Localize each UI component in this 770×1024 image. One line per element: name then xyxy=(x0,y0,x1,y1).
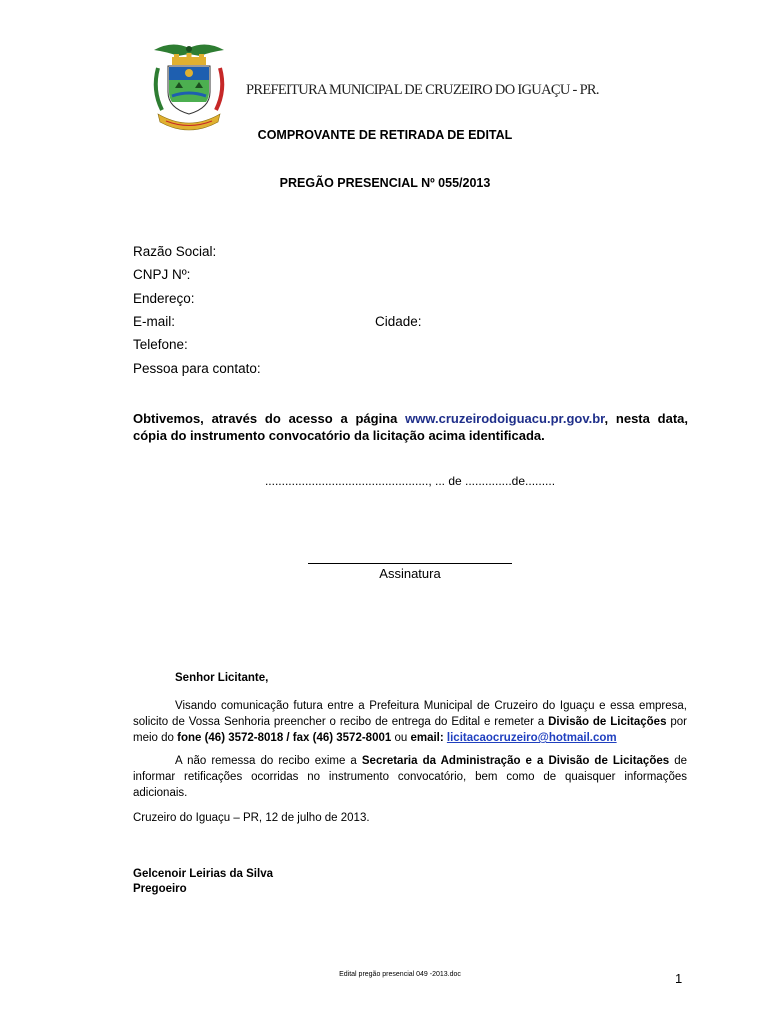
email-link[interactable]: licitacaocruzeiro@hotmail.com xyxy=(446,732,617,744)
footer-filename: Edital pregão presencial 049 -2013.doc xyxy=(339,971,461,978)
document-subtitle: PREGÃO PRESENCIAL Nº 055/2013 xyxy=(279,176,491,190)
letter-paragraph-1 xyxy=(133,698,687,746)
notice-text-2: , nesta data, cópia do instrumento convocatório da licitação acima identificada. xyxy=(133,411,688,443)
document-title: COMPROVANTE DE RETIRADA DE EDITAL xyxy=(257,128,513,142)
signature-label: Assinatura xyxy=(379,566,441,581)
municipal-crest xyxy=(148,40,230,132)
signature-line xyxy=(308,563,512,564)
notice-text-1: Obtivemos, através do acesso a página xyxy=(133,411,406,426)
letter-salutation: Senhor Licitante, xyxy=(175,672,269,684)
field-telefone: Telefone: xyxy=(133,337,188,352)
crest-icon xyxy=(148,40,230,132)
signer-name: Gelcenoir Leirias da Silva xyxy=(133,868,273,880)
field-cidade: Cidade: xyxy=(375,314,422,329)
p2-text-c: de informar retificações ocorridas no instrumento convocatório, bem como de quaisquer informações adicionais. xyxy=(133,755,687,799)
header-title: PREFEITURA MUNICIPAL DE CRUZEIRO DO IGUAÇU - PR. xyxy=(246,82,599,98)
field-razao-social: Razão Social: xyxy=(133,244,217,259)
p2-secretaria: Secretaria da Administração e a Divisão de Licitações xyxy=(361,755,670,767)
p1-email-label: email: xyxy=(410,732,444,744)
p1-division: Divisão de Licitações xyxy=(548,716,667,728)
signer-role: Pregoeiro xyxy=(133,883,187,895)
p1-text-e: ou xyxy=(391,732,411,744)
p1-text-a: Visando comunicação futura entre a Prefeitura Municipal de Cruzeiro do Iguaçu e essa empresa, solicito de Vossa Senhoria preencher o recibo de entrega do Edital e remeter a xyxy=(133,700,687,728)
notice-paragraph xyxy=(133,410,688,444)
date-line: ................................................., ... de ..............de......... xyxy=(264,474,556,488)
place-date: Cruzeiro do Iguaçu – PR, 12 de julho de 2013. xyxy=(133,812,370,824)
page-number: 1 xyxy=(675,971,683,986)
field-endereco: Endereço: xyxy=(133,291,195,306)
p1-phone: fone (46) 3572-8018 / fax (46) 3572-8001 xyxy=(177,732,392,744)
letter-paragraph-2 xyxy=(133,753,687,801)
p2-text-a: A não remessa do recibo exime a xyxy=(175,755,362,767)
website-link[interactable]: www.cruzeirodoiguacu.pr.gov.br xyxy=(405,411,605,426)
field-cnpj: CNPJ Nº: xyxy=(133,267,191,282)
p1-text-c: por meio do xyxy=(133,716,687,744)
field-contato: Pessoa para contato: xyxy=(133,361,261,376)
field-email: E-mail: xyxy=(133,314,176,329)
